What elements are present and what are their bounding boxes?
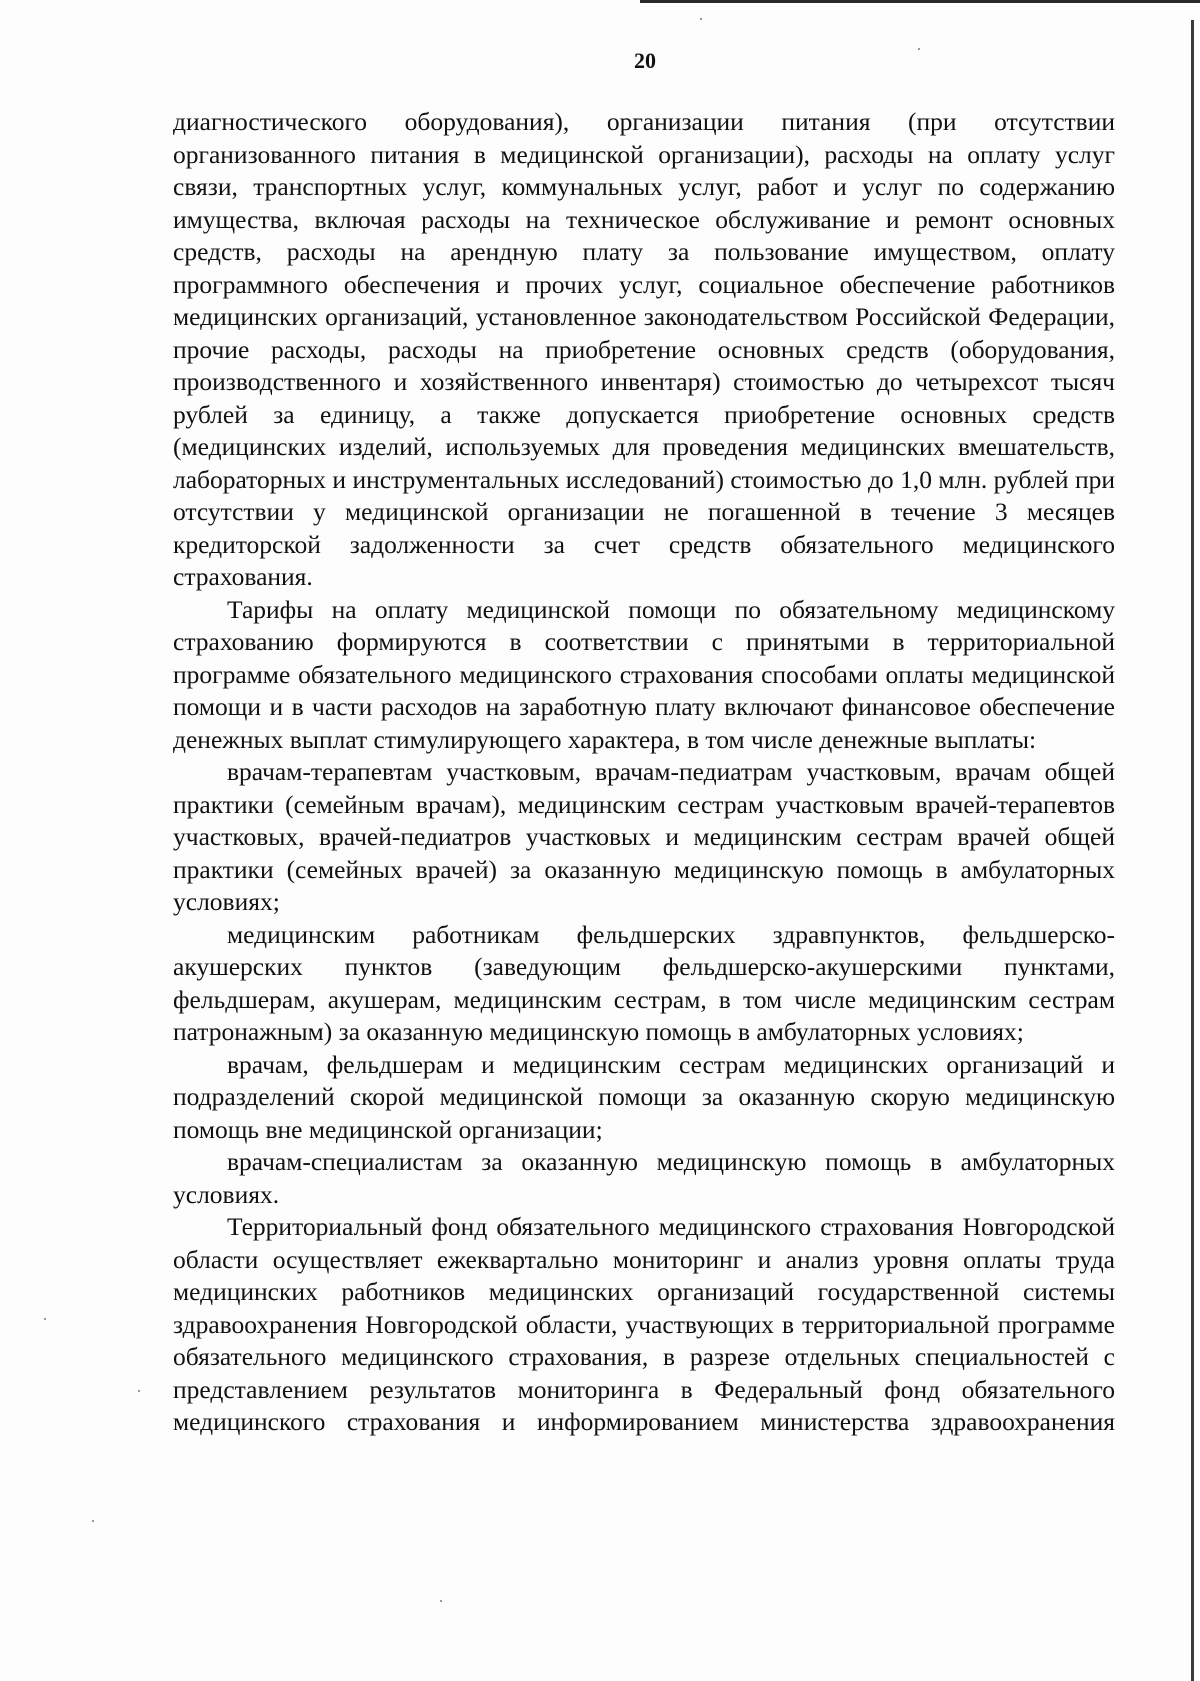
paragraph: врачам-специалистам за оказанную медицинскую помощь в амбулаторных условиях. xyxy=(173,1147,1115,1209)
scan-speck xyxy=(92,1520,94,1522)
scan-speck xyxy=(918,48,920,50)
paragraph: врачам, фельдшерам и медицинским сестрам медицинских организаций и подразделений скорой медицинской помощи за оказанную скорую медицинскую помощь вне медицинской организации; xyxy=(173,1049,1115,1144)
scan-edge-right xyxy=(1191,20,1194,1681)
scan-speck xyxy=(700,18,702,20)
paragraph: диагностического оборудования), организации питания (при отсутствии организованного питания в медицинской организации), расходы на оплату услуг связи, транспортных услуг, коммунальных услуг, работ и услуг по содержанию имущества, включая расходы на техническое обслуживание и ремонт основных средств, расходы на арендную плату за пользование имуществом, оплату программного обеспечения и прочих услуг, социальное обеспечение работников медицинских организаций, установленное законодательством Российской Федерации, прочие расходы, расходы на приобретение основных средств (оборудования, производственного и хозяйственного инвентаря) стоимостью до четырехсот тысяч рублей за единицу, а также допускается приобретение основных средств (медицинских изделий, используемых для проведения медицинских вмешательств, лабораторных и инструментальных исследований) стоимостью до 1,0 млн. рублей при отсутствии у медицинской организации не погашенной в течение 3 месяцев кредиторской задолженности за счет средств обязательного медицинского страхования. xyxy=(173,107,1115,591)
paragraph: медицинским работникам фельдшерских здравпунктов, фельдшерско-акушерских пунктов (заведующим фельдшерско-акушерскими пунктами, фельдшерам, акушерам, медицинским сестрам, в том числе медицинским сестрам патронажным) за оказанную медицинскую помощь в амбулаторных условиях; xyxy=(173,919,1115,1046)
scan-speck xyxy=(138,1390,140,1392)
scan-edge-top xyxy=(640,0,1200,3)
paragraph: врачам-терапевтам участковым, врачам-педиатрам участковым, врачам общей практики (семейным врачам), медицинским сестрам участковым врачей-терапевтов участковых, врачей-педиатров участковых и медицинским сестрам врачей общей практики (семейных врачей) за оказанную медицинскую помощь в амбулаторных условиях; xyxy=(173,757,1115,916)
scan-speck xyxy=(44,1318,46,1320)
scan-speck xyxy=(440,1600,442,1602)
document-body xyxy=(173,106,1115,1439)
paragraph: Тарифы на оплату медицинской помощи по обязательному медицинскому страхованию формируются в соответствии с принятыми в территориальной программе обязательного медицинского страхования способами оплаты медицинской помощи и в части расходов на заработную плату включают финансовое обеспечение денежных выплат стимулирующего характера, в том числе денежные выплаты: xyxy=(173,594,1115,754)
paragraph: Территориальный фонд обязательного медицинского страхования Новгородской области осуществляет ежеквартально мониторинг и анализ уровня оплаты труда медицинских работников медицинских организаций государственной системы здравоохранения Новгородской области, участвующих в территориальной программе обязательного медицинского страхования, в разрезе отдельных специальностей с представлением результатов мониторинга в Федеральный фонд обязательного медицинского страхования и информированием министерства здравоохранения xyxy=(173,1212,1115,1436)
page-number: 20 xyxy=(634,48,656,73)
